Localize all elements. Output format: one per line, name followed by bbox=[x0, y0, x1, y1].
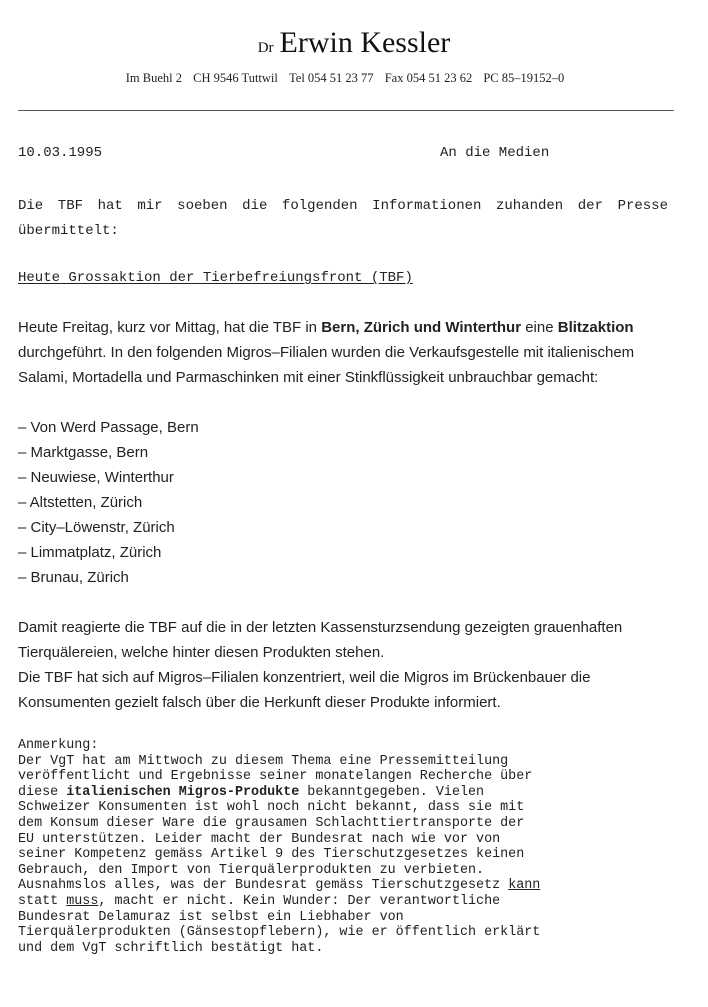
action-text-3: durchgeführt. In den folgenden Migros–Filialen wurden die Verkaufsgestelle mit italienischem Salami, Mortadella und Parmaschinken mit einer Stinkflüssigkeit unbrauchbar gemacht: bbox=[18, 344, 635, 386]
letterhead-address bbox=[0, 71, 690, 86]
letter-date: 10.03.1995 bbox=[18, 145, 103, 161]
location-item: – Marktgasse, Bern bbox=[18, 444, 149, 461]
note-line: seiner Kompetenz gemäss Artikel 9 des Tierschutzgesetzes keinen bbox=[18, 847, 525, 863]
note-block bbox=[18, 738, 688, 956]
note-text: , macht er nicht. Kein Wunder: Der verantwortliche bbox=[98, 893, 501, 909]
note-line: Bundesrat Delamuraz ist selbst ein Liebhaber von bbox=[18, 909, 404, 925]
note-text: statt bbox=[18, 893, 67, 909]
letterhead-street: Im Buehl 2 bbox=[125, 71, 182, 85]
note-line bbox=[18, 785, 688, 801]
action-text-2: eine bbox=[521, 319, 558, 336]
note-line: Der VgT hat am Mittwoch zu diesem Thema eine Pressemitteilung bbox=[18, 753, 509, 769]
letterhead-title: Dr bbox=[257, 40, 274, 56]
location-item: – Limmatplatz, Zürich bbox=[18, 544, 162, 561]
action-cities: Bern, Zürich und Winterthur bbox=[321, 319, 522, 336]
reason-text: Die TBF hat sich auf Migros–Filialen konzentriert, weil die Migros im Brückenbauer die Konsumenten gezielt falsch über die Herkunft dieser Produkte informiert. bbox=[18, 669, 591, 711]
note-line bbox=[18, 894, 688, 910]
note-line: und dem VgT schriftlich bestätigt hat. bbox=[18, 940, 324, 956]
note-text: Ausnahmslos alles, was der Bundesrat gemäss Tierschutzgesetz bbox=[18, 878, 509, 894]
note-line: EU unterstützen. Leider macht der Bundesrat nach wie vor von bbox=[18, 831, 501, 847]
action-type: Blitzaktion bbox=[557, 319, 634, 336]
location-item: – Altstetten, Zürich bbox=[18, 494, 143, 511]
note-label: Anmerkung: bbox=[18, 738, 99, 753]
letterhead-name bbox=[0, 26, 708, 65]
note-line: Tierquälerprodukten (Gänsestopflebern), wie er öffentlich erklärt bbox=[18, 925, 541, 941]
letter-recipient: An die Medien bbox=[440, 145, 550, 161]
letterhead-city: CH 9546 Tuttwil bbox=[193, 71, 278, 85]
location-item: – Von Werd Passage, Bern bbox=[18, 419, 199, 436]
intro-paragraph: Die TBF hat mir soeben die folgenden Informationen zuhanden der Presse übermittelt: bbox=[18, 198, 668, 239]
letterhead-pc: PC 85–19152–0 bbox=[483, 71, 565, 85]
note-underlined-muss: muss bbox=[66, 893, 99, 909]
location-list bbox=[18, 415, 199, 590]
letterhead-fax: Fax 054 51 23 62 bbox=[384, 71, 473, 85]
location-item: – Brunau, Zürich bbox=[18, 569, 129, 586]
location-item: – Neuwiese, Winterthur bbox=[18, 469, 174, 486]
note-text: bekanntgegeben. Vielen bbox=[299, 784, 485, 800]
location-item: – City–Löwenstr, Zürich bbox=[18, 519, 175, 536]
letterhead-tel: Tel 054 51 23 77 bbox=[289, 71, 374, 85]
press-heading: Heute Grossaktion der Tierbefreiungsfront (TBF) bbox=[18, 270, 413, 286]
letterhead-fullname: Erwin Kessler bbox=[279, 26, 451, 59]
note-text: diese bbox=[18, 784, 67, 800]
reaction-text: Damit reagierte die TBF auf die in der letzten Kassensturzsendung gezeigten grauenhaften Tierquälereien, welche hinter diesen Produkten stehen. bbox=[18, 619, 623, 661]
note-line: Gebrauch, den Import von Tierquälerprodukten zu verbieten. bbox=[18, 862, 485, 878]
note-line: dem Konsum dieser Ware die grausamen Schlachttiertransporte der bbox=[18, 815, 525, 831]
reaction-paragraph bbox=[18, 615, 678, 715]
action-text-1: Heute Freitag, kurz vor Mittag, hat die TBF in bbox=[18, 319, 322, 336]
note-line: Schweizer Konsumenten ist wohl noch nicht bekannt, dass sie mit bbox=[18, 800, 525, 816]
letterhead-divider bbox=[18, 110, 674, 111]
note-line bbox=[18, 878, 688, 894]
note-line: veröffentlicht und Ergebnisse seiner monatelangen Recherche über bbox=[18, 769, 533, 785]
action-paragraph bbox=[18, 315, 668, 390]
note-bold-products: italienischen Migros-Produkte bbox=[66, 784, 300, 800]
note-underlined-kann: kann bbox=[508, 878, 541, 894]
